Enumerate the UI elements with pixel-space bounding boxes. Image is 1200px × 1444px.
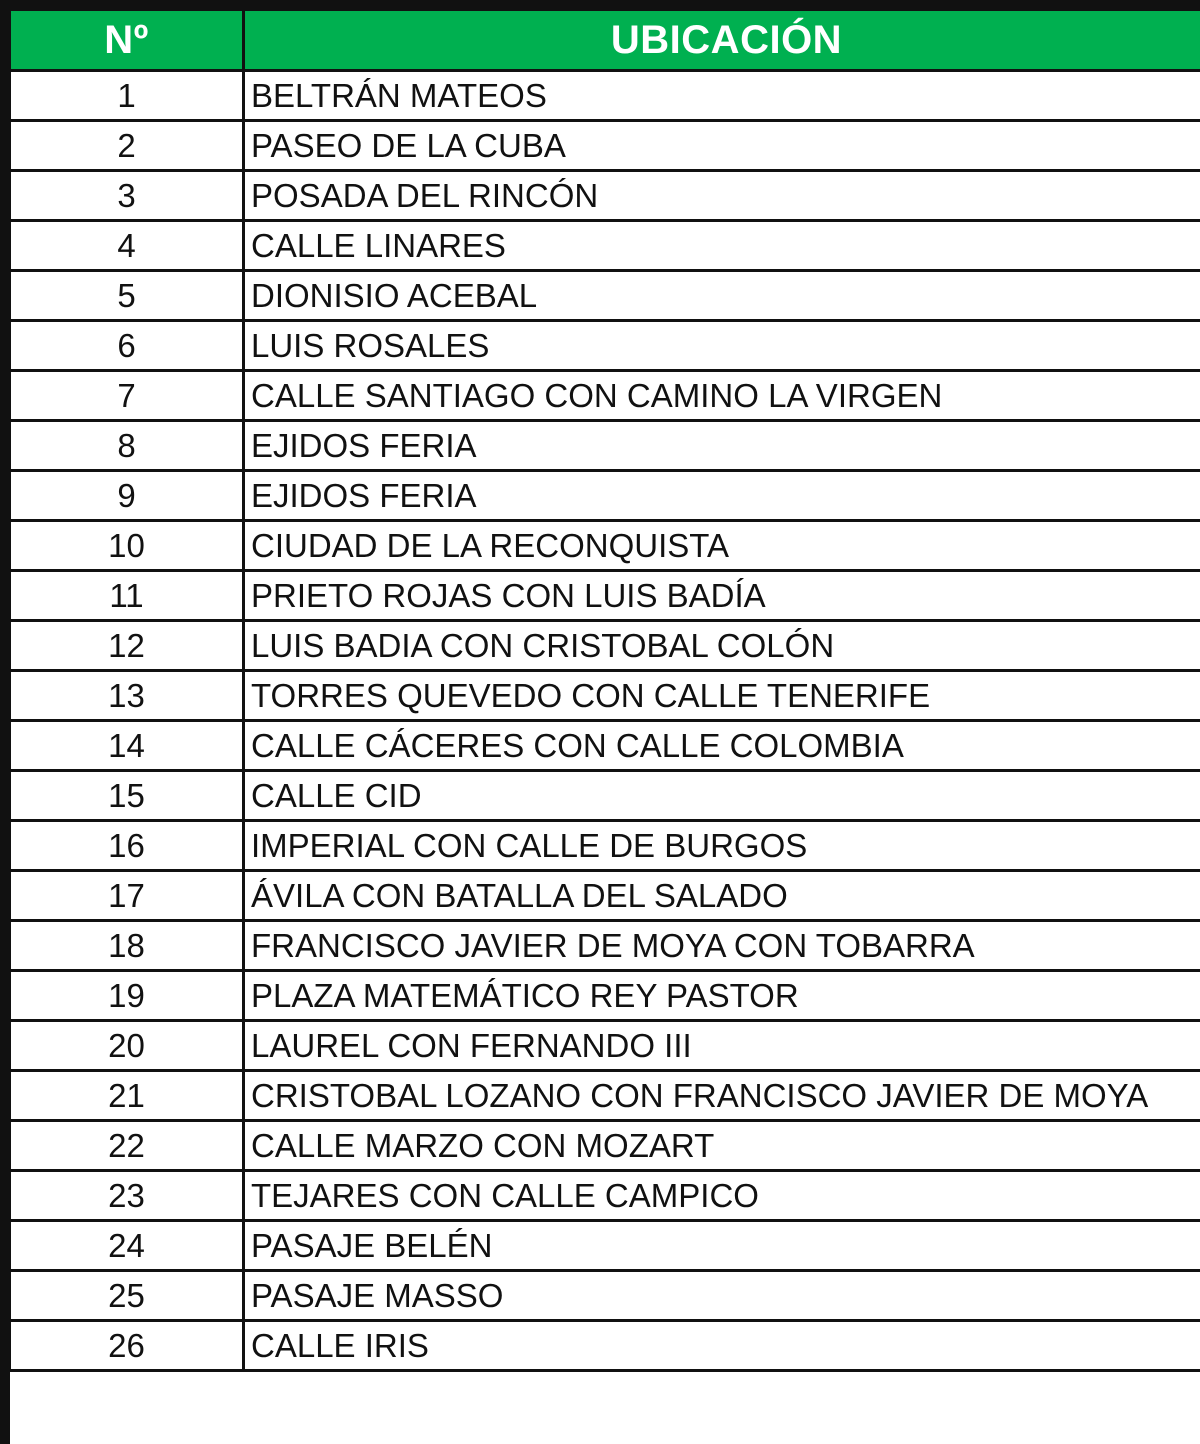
- row-number: 9: [10, 471, 244, 521]
- row-location: DIONISIO ACEBAL: [244, 271, 1200, 321]
- row-location: LUIS BADIA CON CRISTOBAL COLÓN: [244, 621, 1200, 671]
- row-location: PASEO DE LA CUBA: [244, 121, 1200, 171]
- row-location: ÁVILA CON BATALLA DEL SALADO: [244, 871, 1200, 921]
- table-row: [10, 621, 1200, 671]
- row-number: 2: [10, 121, 244, 171]
- table-row: [10, 471, 1200, 521]
- table-row: [10, 571, 1200, 621]
- table-row: [10, 221, 1200, 271]
- table-row: [10, 121, 1200, 171]
- row-location: PASAJE MASSO: [244, 1271, 1200, 1321]
- table-row: [10, 721, 1200, 771]
- table-row: [10, 1221, 1200, 1271]
- table-row: [10, 871, 1200, 921]
- row-location: PLAZA MATEMÁTICO REY PASTOR: [244, 971, 1200, 1021]
- row-number: 10: [10, 521, 244, 571]
- row-number: 16: [10, 821, 244, 871]
- table-body: [10, 71, 1200, 1371]
- row-location: PRIETO ROJAS CON LUIS BADÍA: [244, 571, 1200, 621]
- row-location: FRANCISCO JAVIER DE MOYA CON TOBARRA: [244, 921, 1200, 971]
- row-location: TORRES QUEVEDO CON CALLE TENERIFE: [244, 671, 1200, 721]
- row-number: 19: [10, 971, 244, 1021]
- row-location: CALLE LINARES: [244, 221, 1200, 271]
- row-location: CALLE CÁCERES CON CALLE COLOMBIA: [244, 721, 1200, 771]
- table-row: [10, 1071, 1200, 1121]
- row-location: CALLE MARZO CON MOZART: [244, 1121, 1200, 1171]
- row-number: 12: [10, 621, 244, 671]
- row-number: 1: [10, 71, 244, 121]
- row-number: 14: [10, 721, 244, 771]
- row-number: 23: [10, 1171, 244, 1221]
- table-row: [10, 1321, 1200, 1371]
- table-row: [10, 421, 1200, 471]
- row-number: 4: [10, 221, 244, 271]
- table-row: [10, 1021, 1200, 1071]
- row-number: 7: [10, 371, 244, 421]
- row-location: LAUREL CON FERNANDO III: [244, 1021, 1200, 1071]
- table-row: [10, 1271, 1200, 1321]
- table-row: [10, 821, 1200, 871]
- row-number: 17: [10, 871, 244, 921]
- header-number: Nº: [10, 10, 244, 71]
- row-location: CRISTOBAL LOZANO CON FRANCISCO JAVIER DE MOYA: [244, 1071, 1200, 1121]
- table-row: [10, 71, 1200, 121]
- row-number: 5: [10, 271, 244, 321]
- row-location: IMPERIAL CON CALLE DE BURGOS: [244, 821, 1200, 871]
- table-row: [10, 671, 1200, 721]
- header-row: [10, 10, 1200, 71]
- row-number: 8: [10, 421, 244, 471]
- header-location: UBICACIÓN: [244, 10, 1200, 71]
- row-number: 11: [10, 571, 244, 621]
- row-location: LUIS ROSALES: [244, 321, 1200, 371]
- row-location: CIUDAD DE LA RECONQUISTA: [244, 521, 1200, 571]
- table-row: [10, 971, 1200, 1021]
- row-location: PASAJE BELÉN: [244, 1221, 1200, 1271]
- table-row: [10, 171, 1200, 221]
- table-row: [10, 271, 1200, 321]
- table-row: [10, 321, 1200, 371]
- row-number: 20: [10, 1021, 244, 1071]
- row-location: TEJARES CON CALLE CAMPICO: [244, 1171, 1200, 1221]
- row-number: 21: [10, 1071, 244, 1121]
- row-number: 25: [10, 1271, 244, 1321]
- row-location: EJIDOS FERIA: [244, 421, 1200, 471]
- table-row: [10, 1171, 1200, 1221]
- row-number: 13: [10, 671, 244, 721]
- row-number: 24: [10, 1221, 244, 1271]
- row-number: 3: [10, 171, 244, 221]
- row-location: CALLE CID: [244, 771, 1200, 821]
- row-location: POSADA DEL RINCÓN: [244, 171, 1200, 221]
- table-row: [10, 371, 1200, 421]
- row-number: 26: [10, 1321, 244, 1371]
- table-row: [10, 771, 1200, 821]
- locations-table: [8, 8, 1200, 1372]
- row-location: EJIDOS FERIA: [244, 471, 1200, 521]
- table-row: [10, 521, 1200, 571]
- row-location: CALLE IRIS: [244, 1321, 1200, 1371]
- table-row: [10, 1121, 1200, 1171]
- row-number: 6: [10, 321, 244, 371]
- row-number: 22: [10, 1121, 244, 1171]
- table-row: [10, 921, 1200, 971]
- row-location: BELTRÁN MATEOS: [244, 71, 1200, 121]
- row-number: 18: [10, 921, 244, 971]
- row-location: CALLE SANTIAGO CON CAMINO LA VIRGEN: [244, 371, 1200, 421]
- table-header: [10, 10, 1200, 71]
- row-number: 15: [10, 771, 244, 821]
